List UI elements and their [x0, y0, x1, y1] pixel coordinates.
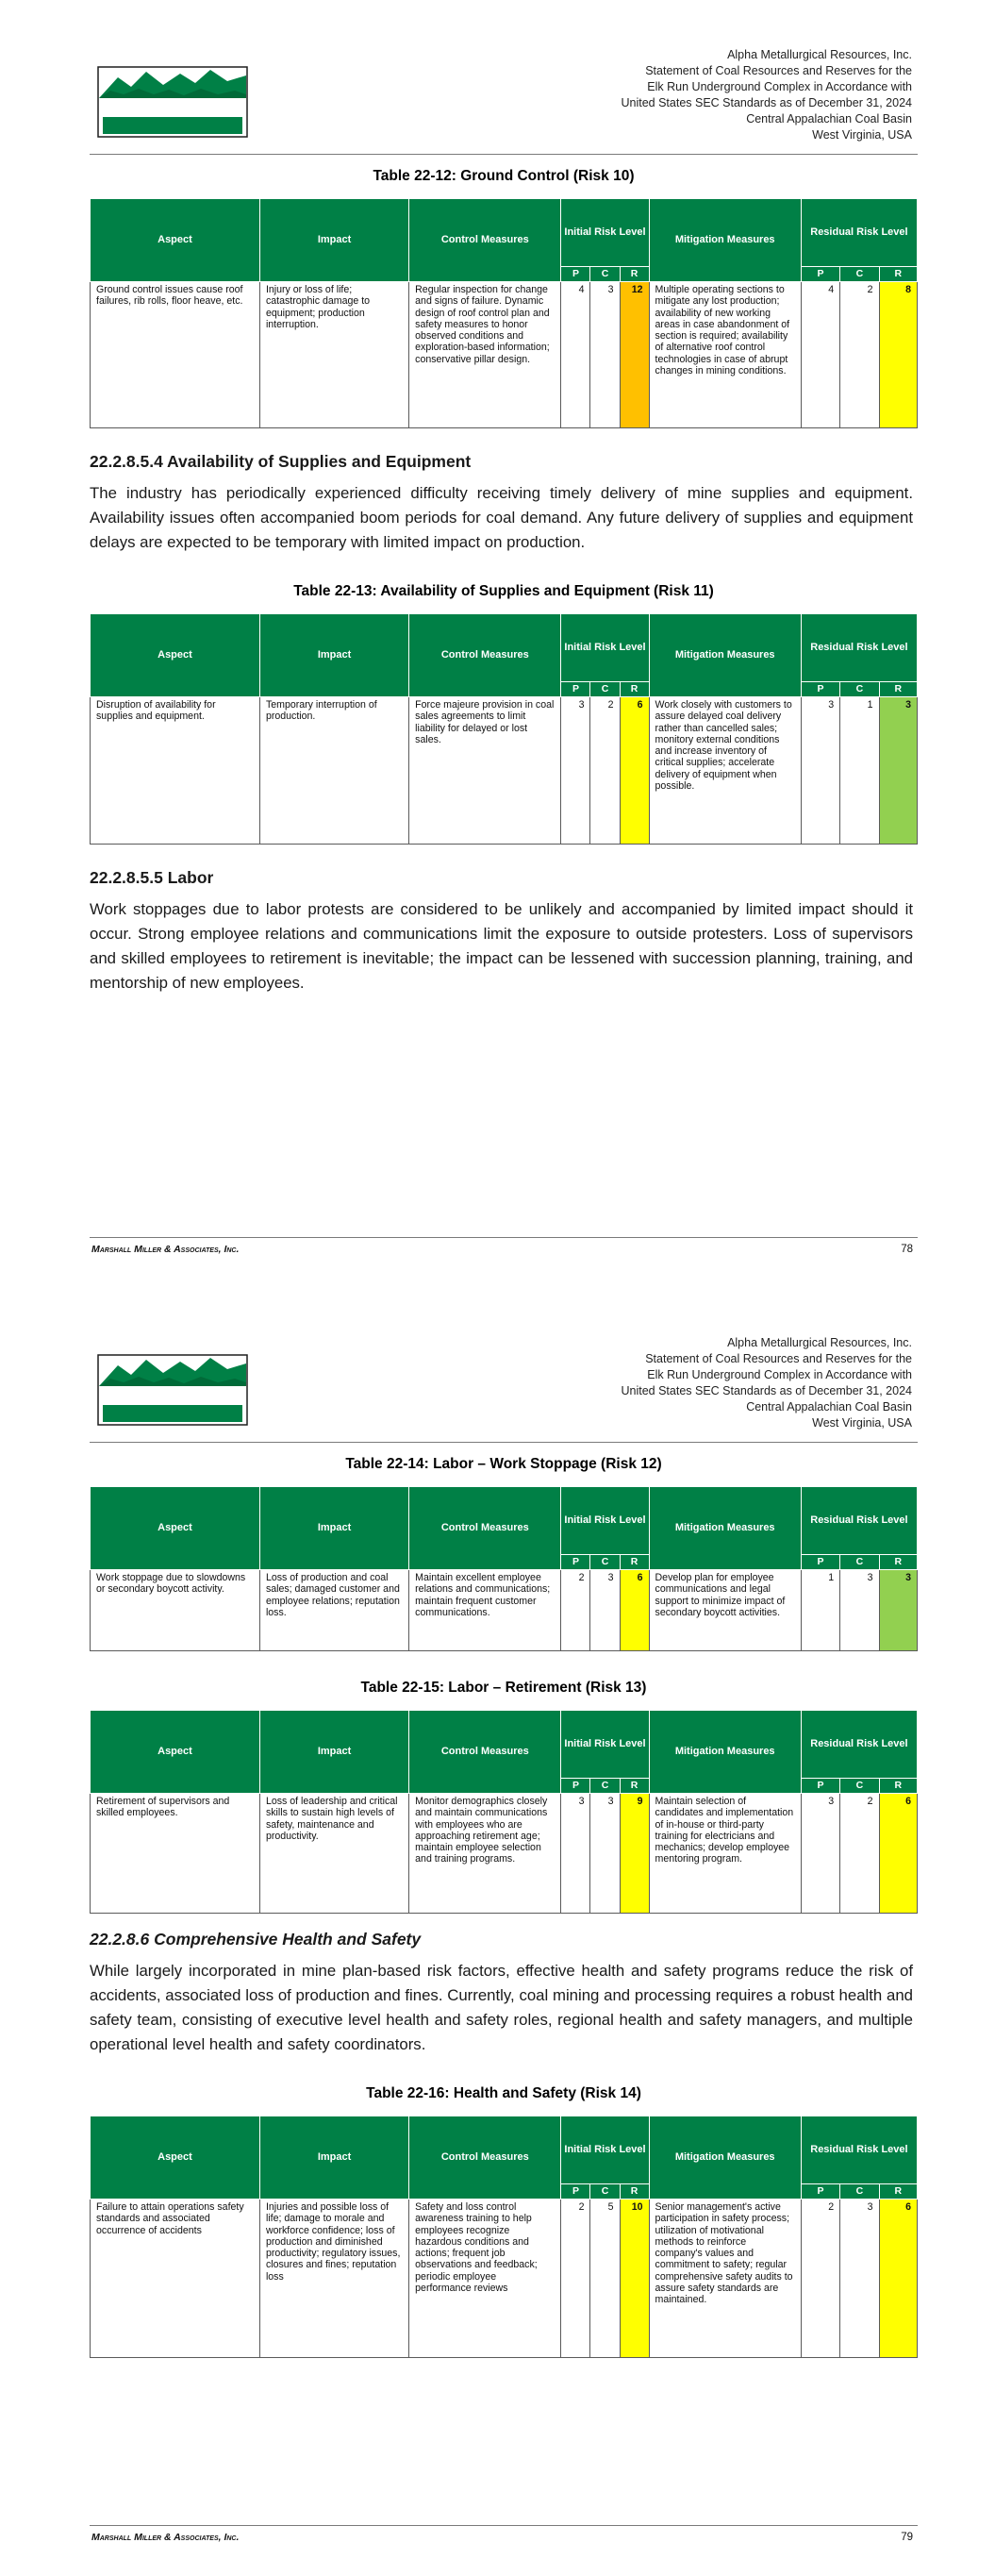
cell-mitigation: Work closely with customers to assure delayed coal delivery rather than cancelled sales; monitory external conditions and increase inventory of critical supplies; accelerate delivery of equipment when possible. — [649, 697, 801, 845]
col-residual-risk: Residual Risk Level — [801, 1487, 917, 1555]
col-c: C — [840, 2184, 879, 2200]
cell-residual-r: 8 — [879, 282, 917, 428]
table-row — [91, 2200, 918, 2358]
footer-divider — [90, 2525, 918, 2526]
cell-initial-p: 3 — [561, 697, 590, 845]
cell-aspect: Work stoppage due to slowdowns or secondary boycott activity. — [91, 1570, 260, 1651]
cell-residual-c: 3 — [840, 1570, 879, 1651]
col-impact: Impact — [259, 614, 408, 697]
footer-company: Marshall Miller & Associates, Inc. — [91, 1244, 240, 1255]
col-mitigation: Mitigation Measures — [649, 2116, 801, 2200]
col-aspect: Aspect — [91, 614, 260, 697]
cell-initial-r: 6 — [620, 697, 649, 845]
cell-impact: Loss of production and coal sales; damaged customer and employee relations; reputation loss. — [259, 1570, 408, 1651]
cell-mitigation: Multiple operating sections to mitigate any lost production; availability of new working areas in case abandonment of section is required; availability of alternative roof control technologies in case of abrupt changes in mining conditions. — [649, 282, 801, 428]
cell-residual-c: 2 — [840, 1794, 879, 1914]
cell-residual-r: 3 — [879, 697, 917, 845]
col-r: R — [879, 267, 917, 282]
cell-residual-r: 3 — [879, 1570, 917, 1651]
cell-residual-c: 1 — [840, 697, 879, 845]
table-title: Table 22-15: Labor – Retirement (Risk 13) — [360, 1680, 647, 1696]
table-row — [91, 697, 918, 845]
col-r: R — [620, 267, 649, 282]
col-c: C — [840, 1555, 879, 1570]
header-line: Elk Run Underground Complex in Accordance with — [647, 1368, 912, 1381]
table-title: Table 22-13: Availability of Supplies and Equipment (Risk 11) — [293, 583, 714, 599]
cell-initial-c: 3 — [590, 282, 620, 428]
col-control: Control Measures — [409, 199, 561, 282]
cell-residual-r: 6 — [879, 1794, 917, 1914]
col-c: C — [590, 1555, 620, 1570]
table-row — [91, 1570, 918, 1651]
col-c: C — [840, 1779, 879, 1794]
cell-impact: Injury or loss of life; catastrophic damage to equipment; production interruption. — [259, 282, 408, 428]
col-mitigation: Mitigation Measures — [649, 1487, 801, 1570]
header-divider — [90, 154, 918, 155]
col-residual-risk: Residual Risk Level — [801, 2116, 917, 2184]
col-p: P — [801, 682, 839, 697]
col-r: R — [620, 1555, 649, 1570]
col-c: C — [840, 682, 879, 697]
cell-aspect: Ground control issues cause roof failures, rib rolls, floor heave, etc. — [91, 282, 260, 428]
cell-aspect: Failure to attain operations safety standards and associated occurrence of accidents — [91, 2200, 260, 2358]
cell-residual-p: 2 — [801, 2200, 839, 2358]
cell-initial-c: 3 — [590, 1794, 620, 1914]
col-aspect: Aspect — [91, 2116, 260, 2200]
col-impact: Impact — [259, 199, 408, 282]
cell-impact: Loss of leadership and critical skills to sustain high levels of safety, maintenance and productivity. — [259, 1794, 408, 1914]
cell-initial-r: 9 — [620, 1794, 649, 1914]
cell-control: Force majeure provision in coal sales agreements to limit liability for delayed or lost sales. — [409, 697, 561, 845]
section-heading: 22.2.8.5.5 Labor — [90, 868, 214, 887]
col-control: Control Measures — [409, 614, 561, 697]
col-mitigation: Mitigation Measures — [649, 614, 801, 697]
section-heading: 22.2.8.6 Comprehensive Health and Safety — [90, 1930, 422, 1949]
risk-table-ground-control — [90, 198, 918, 428]
cell-residual-p: 3 — [801, 697, 839, 845]
col-r: R — [879, 1555, 917, 1570]
col-c: C — [590, 682, 620, 697]
cell-initial-p: 2 — [561, 1570, 590, 1651]
cell-initial-r: 10 — [620, 2200, 649, 2358]
cell-control: Monitor demographics closely and maintain communications with employees who are approaching retirement age; maintain employee selection and training programs. — [409, 1794, 561, 1914]
cell-mitigation: Senior management's active participation in safety process; utilization of motivational methods to reinforce company's values and commitment to safety; regular comprehensive safety audits to assure safety standards are maintained. — [649, 2200, 801, 2358]
header-line: Elk Run Underground Complex in Accordance with — [647, 80, 912, 93]
col-r: R — [879, 2184, 917, 2200]
col-p: P — [801, 267, 839, 282]
col-aspect: Aspect — [91, 1711, 260, 1794]
col-mitigation: Mitigation Measures — [649, 1711, 801, 1794]
col-p: P — [561, 1555, 590, 1570]
cell-mitigation: Develop plan for employee communications and legal support to minimize impact of secondary boycott activities. — [649, 1570, 801, 1651]
header-line: Central Appalachian Coal Basin — [746, 112, 912, 125]
table-title: Table 22-16: Health and Safety (Risk 14) — [366, 2085, 641, 2101]
cell-residual-p: 1 — [801, 1570, 839, 1651]
risk-table-retirement — [90, 1710, 918, 1914]
cell-aspect: Retirement of supervisors and skilled employees. — [91, 1794, 260, 1914]
cell-initial-c: 5 — [590, 2200, 620, 2358]
col-aspect: Aspect — [91, 199, 260, 282]
section-paragraph: Work stoppages due to labor protests are considered to be unlikely and accompanied by limited impact should it occur. Strong employee relations and communications limit the exposure to outside protesters. Loss of supervisors and skilled employees to retirement is inevitable; the impact can be lessened with succession planning, training, and mentorship of new employees. — [90, 900, 913, 992]
cell-control: Maintain excellent employee relations and communications; maintain frequent customer communications. — [409, 1570, 561, 1651]
header-line: Statement of Coal Resources and Reserves for the — [645, 1352, 912, 1365]
section-heading: 22.2.8.5.4 Availability of Supplies and Equipment — [90, 452, 472, 471]
col-r: R — [620, 2184, 649, 2200]
col-p: P — [801, 1555, 839, 1570]
section-paragraph: The industry has periodically experienced difficulty receiving timely delivery of mine supplies and equipment. Availability issues often accompanied boom periods for coal demand. Any future delivery of supplies and equipment delays are expected to be temporary with limited impact on production. — [90, 484, 913, 551]
header-line: Central Appalachian Coal Basin — [746, 1400, 912, 1413]
footer-company: Marshall Miller & Associates, Inc. — [91, 2532, 240, 2543]
cell-initial-p: 3 — [561, 1794, 590, 1914]
cell-impact: Temporary interruption of production. — [259, 697, 408, 845]
header-line: West Virginia, USA — [812, 1416, 912, 1430]
header-line: West Virginia, USA — [812, 128, 912, 142]
col-control: Control Measures — [409, 1487, 561, 1570]
cell-residual-c: 2 — [840, 282, 879, 428]
risk-table-work-stoppage — [90, 1486, 918, 1651]
cell-residual-r: 6 — [879, 2200, 917, 2358]
col-r: R — [620, 682, 649, 697]
cell-initial-r: 12 — [620, 282, 649, 428]
cell-control: Safety and loss control awareness training to help employees recognize hazardous conditions and actions; frequent job observations and feedback; periodic employee performance reviews — [409, 2200, 561, 2358]
company-logo — [97, 66, 248, 138]
cell-initial-p: 2 — [561, 2200, 590, 2358]
cell-residual-p: 4 — [801, 282, 839, 428]
header-line: Statement of Coal Resources and Reserves for the — [645, 64, 912, 77]
company-logo — [97, 1354, 248, 1426]
header-line: United States SEC Standards as of December 31, 2024 — [621, 96, 912, 109]
col-c: C — [590, 2184, 620, 2200]
col-control: Control Measures — [409, 2116, 561, 2200]
cell-residual-p: 3 — [801, 1794, 839, 1914]
cell-impact: Injuries and possible loss of life; damage to morale and workforce confidence; loss of production and diminished productivity; regulatory issues, closures and fines; reputation loss — [259, 2200, 408, 2358]
col-initial-risk: Initial Risk Level — [561, 1711, 649, 1779]
col-aspect: Aspect — [91, 1487, 260, 1570]
header-line: United States SEC Standards as of December 31, 2024 — [621, 1384, 912, 1397]
risk-table-health-safety — [90, 2116, 918, 2358]
col-r: R — [879, 682, 917, 697]
col-c: C — [590, 267, 620, 282]
footer-divider — [90, 1237, 918, 1238]
cell-initial-p: 4 — [561, 282, 590, 428]
col-p: P — [801, 1779, 839, 1794]
document-page-79 — [0, 1288, 995, 2576]
document-header — [621, 1335, 912, 1431]
table-title: Table 22-14: Labor – Work Stoppage (Risk 12) — [345, 1456, 662, 1472]
col-initial-risk: Initial Risk Level — [561, 199, 649, 267]
col-residual-risk: Residual Risk Level — [801, 199, 917, 267]
cell-initial-c: 3 — [590, 1570, 620, 1651]
header-company: Alpha Metallurgical Resources, Inc. — [727, 48, 912, 61]
col-impact: Impact — [259, 1711, 408, 1794]
section-paragraph: While largely incorporated in mine plan-based risk factors, effective health and safety programs reduce the risk of accidents, associated loss of production and fines. Currently, coal mining and processing requires a robust health and safety team, consisting of executive level health and safety roles, regional health and safety managers, and multiple operational level health and safety coordinators. — [90, 1962, 913, 2053]
col-p: P — [561, 1779, 590, 1794]
col-p: P — [801, 2184, 839, 2200]
page-number: 79 — [901, 2532, 913, 2543]
col-r: R — [620, 1779, 649, 1794]
risk-table-supplies — [90, 613, 918, 845]
cell-control: Regular inspection for change and signs of failure. Dynamic design of roof control plan and safety measures to honor observed conditions and exploration-based information; conservative pillar design. — [409, 282, 561, 428]
col-mitigation: Mitigation Measures — [649, 199, 801, 282]
col-initial-risk: Initial Risk Level — [561, 614, 649, 682]
col-control: Control Measures — [409, 1711, 561, 1794]
col-r: R — [879, 1779, 917, 1794]
cell-initial-r: 6 — [620, 1570, 649, 1651]
page-number: 78 — [901, 1244, 913, 1255]
col-p: P — [561, 682, 590, 697]
document-header — [621, 47, 912, 143]
col-p: P — [561, 2184, 590, 2200]
cell-mitigation: Maintain selection of candidates and implementation of in-house or third-party training for electricians and mechanics; develop employee mentoring program. — [649, 1794, 801, 1914]
col-impact: Impact — [259, 2116, 408, 2200]
table-row — [91, 282, 918, 428]
cell-residual-c: 3 — [840, 2200, 879, 2358]
table-title: Table 22-12: Ground Control (Risk 10) — [373, 168, 635, 184]
col-residual-risk: Residual Risk Level — [801, 1711, 917, 1779]
col-impact: Impact — [259, 1487, 408, 1570]
cell-initial-c: 2 — [590, 697, 620, 845]
col-c: C — [590, 1779, 620, 1794]
table-row — [91, 1794, 918, 1914]
col-initial-risk: Initial Risk Level — [561, 2116, 649, 2184]
header-company: Alpha Metallurgical Resources, Inc. — [727, 1336, 912, 1349]
cell-aspect: Disruption of availability for supplies and equipment. — [91, 697, 260, 845]
header-divider — [90, 1442, 918, 1443]
col-initial-risk: Initial Risk Level — [561, 1487, 649, 1555]
col-p: P — [561, 267, 590, 282]
col-residual-risk: Residual Risk Level — [801, 614, 917, 682]
col-c: C — [840, 267, 879, 282]
